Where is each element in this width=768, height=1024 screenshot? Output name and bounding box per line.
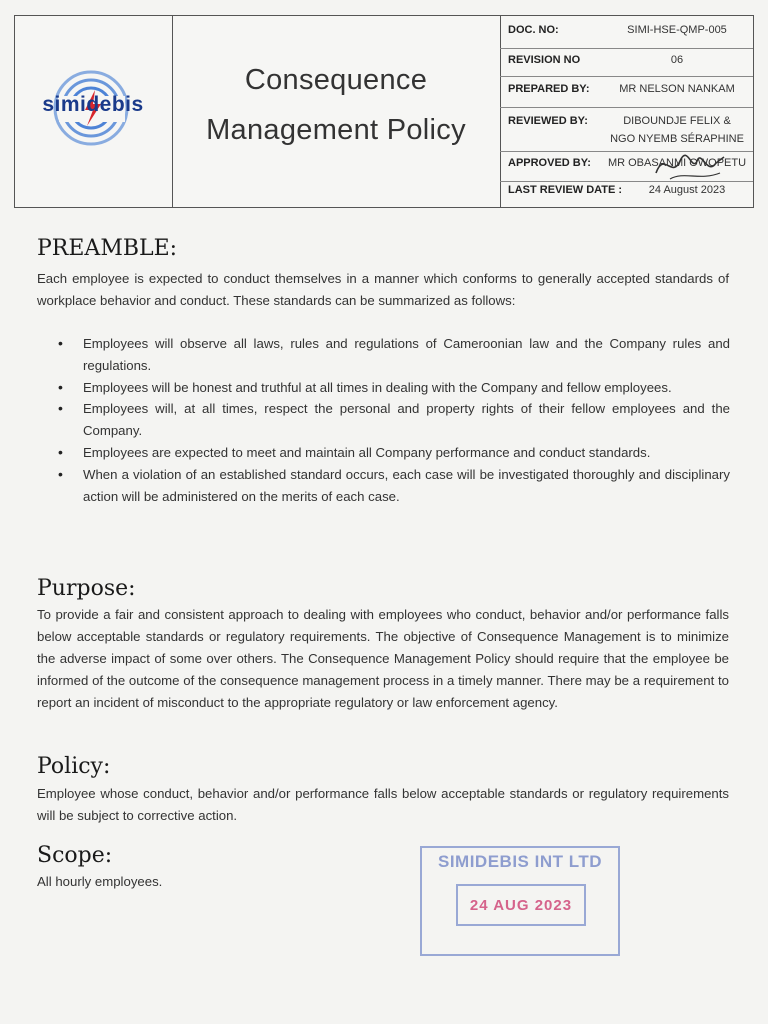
stamp-date-box [456, 884, 586, 926]
purpose-text: To provide a fair and consistent approach to dealing with employees who conduct, behavior and/or performance falls below acceptable standards or regulatory requirements. The objective of Consequence Management is to minimize the adverse impact of some over others. The Consequence Management Policy should require that the employee be informed of the outcome of the consequence management process in a timely manner. There may be a requirement to report an incident of misconduct to the appropriate regulatory or law enforcement agency. [37, 607, 729, 710]
list-item: • When a violation of an established standard occurs, each case will be investigated thoroughly and disciplinary action will be administered on the merits of each case. [58, 464, 730, 508]
meta-label: LAST REVIEW DATE : [508, 184, 623, 196]
meta-label: APPROVED BY: [508, 157, 591, 169]
purpose-heading: Purpose: [37, 576, 136, 601]
stamp-company-name: SIMIDEBIS INT LTD [437, 852, 602, 871]
policy-heading: Policy: [37, 754, 111, 779]
meta-row-doc-no [500, 16, 753, 49]
meta-value: DIBOUNDJE FELIX & [623, 115, 731, 127]
list-item: • Employees are expected to meet and maintain all Company performance and conduct standards. [58, 442, 730, 464]
scope-text: All hourly employees. [37, 874, 163, 889]
list-item: • Employees will be honest and truthful at all times in dealing with the Company and fellow employees. [58, 377, 730, 399]
logo-wordmark: simidebis [42, 93, 144, 116]
meta-label: PREPARED BY: [508, 83, 590, 95]
document-title-line-1: Consequence [244, 64, 428, 96]
company-stamp [420, 846, 620, 956]
preamble-intro: Each employee is expected to conduct themselves in a manner which conforms to generally accepted standards of workplace behavior and conduct. These standards can be summarized as follows: [37, 271, 729, 308]
preamble-bullet-list [58, 333, 730, 507]
signature-icon [650, 145, 730, 185]
meta-row-approved-by [500, 151, 753, 182]
meta-value: MR OBASANMI OWOPETU [607, 157, 747, 169]
scope-heading: Scope: [37, 843, 113, 868]
preamble-heading: PREAMBLE: [37, 236, 178, 261]
title-cell [172, 16, 501, 208]
meta-value-line-2: NGO NYEMB SÉRAPHINE [610, 133, 744, 145]
company-logo [23, 60, 163, 160]
meta-value: MR NELSON NANKAM [619, 83, 735, 95]
document-header-table [14, 15, 754, 208]
logo-cell [15, 16, 173, 208]
meta-row-revision [500, 48, 753, 77]
document-metadata [500, 16, 753, 208]
meta-value: 24 August 2023 [648, 184, 726, 196]
meta-value: 06 [670, 54, 684, 66]
list-item: • Employees will observe all laws, rules and regulations of Cameroonian law and the Company rules and regulations. [58, 333, 730, 377]
meta-value: SIMI-HSE-QMP-005 [627, 24, 727, 36]
meta-label: REVIEWED BY: [508, 115, 588, 127]
document-title-line-2: Management Policy [206, 114, 466, 146]
meta-label: DOC. NO: [508, 24, 559, 36]
meta-row-last-review [500, 181, 753, 208]
list-item: • Employees will, at all times, respect the personal and property rights of their fellow employees and the Company. [58, 398, 730, 442]
policy-text: Employee whose conduct, behavior and/or performance falls below acceptable standards or regulatory requirements will be subject to corrective action. [37, 786, 729, 823]
stamp-date: 24 AUG 2023 [469, 897, 573, 914]
meta-label: REVISION NO [508, 54, 581, 66]
meta-row-prepared-by [500, 76, 753, 108]
